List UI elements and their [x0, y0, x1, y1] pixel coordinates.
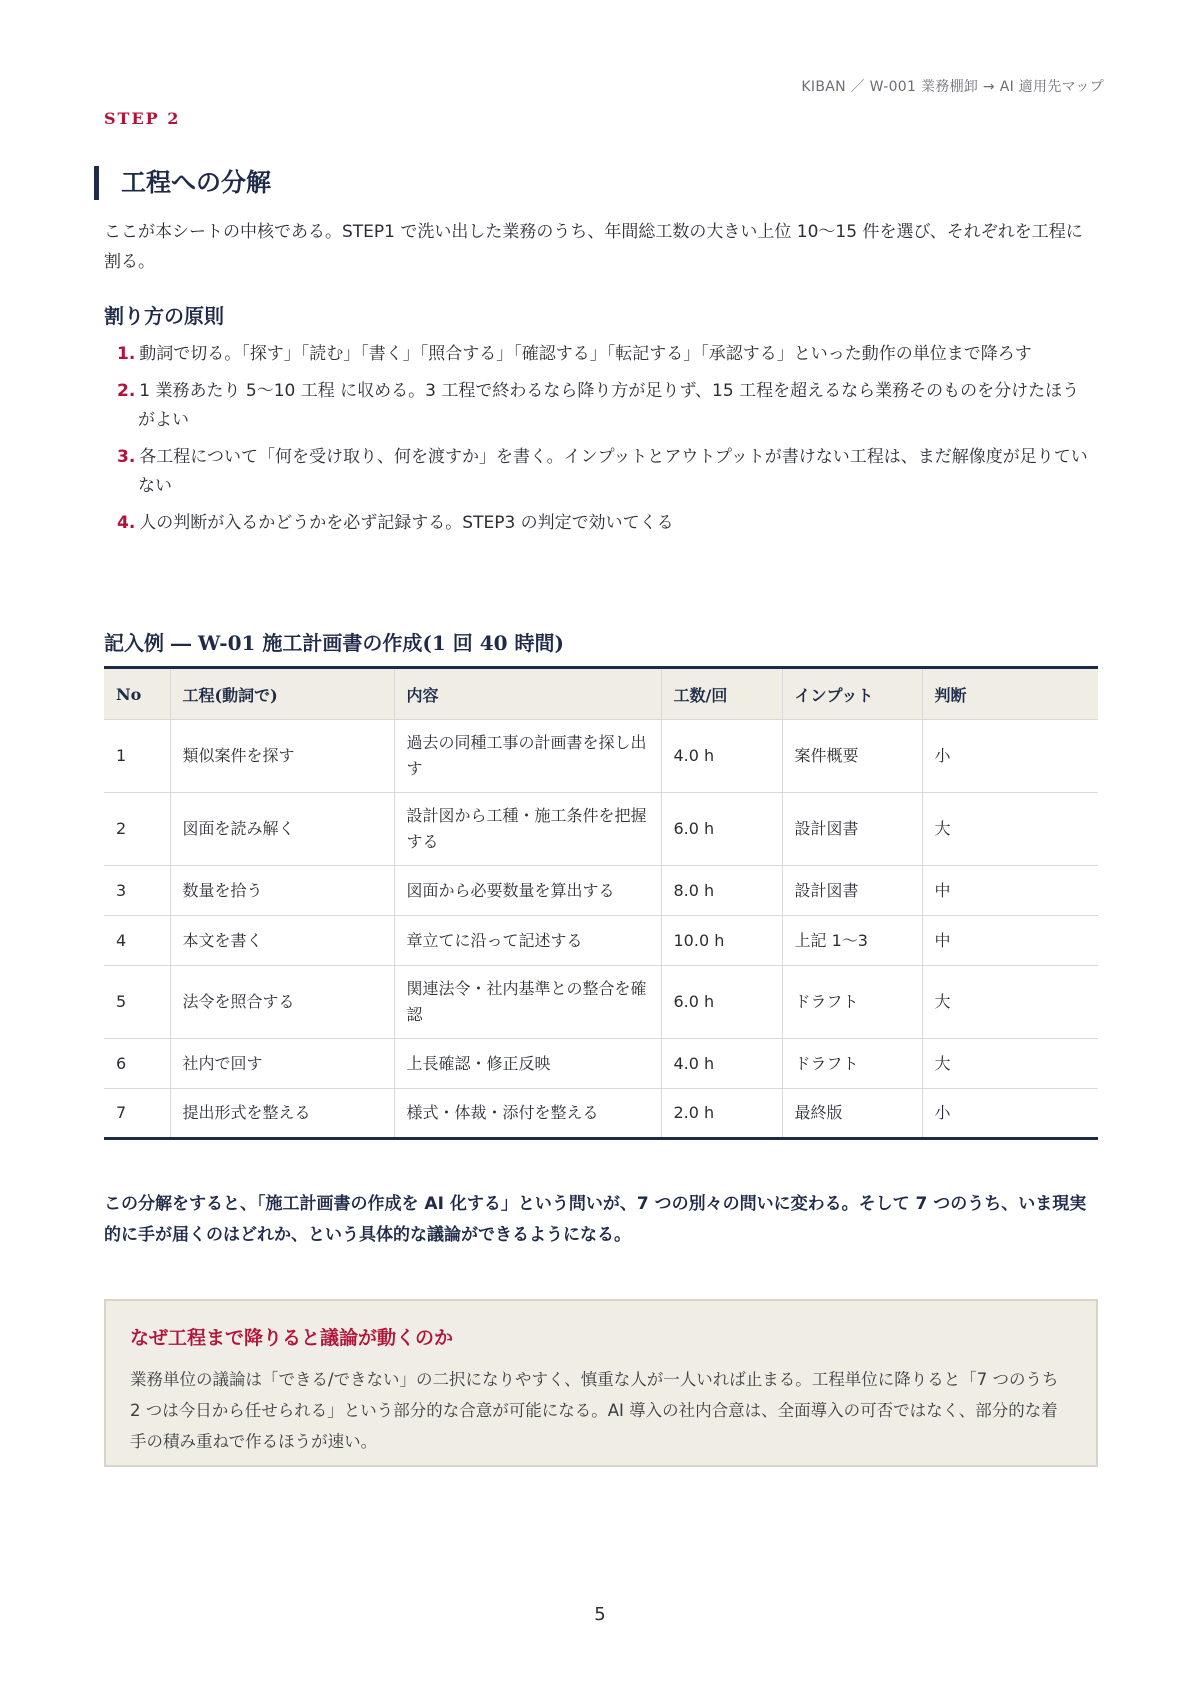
table-cell: 6.0 h — [661, 793, 782, 866]
process-table — [104, 666, 1098, 1140]
callout-body: 業務単位の議論は「できる/できない」の二択になりやすく、慎重な人が一人いれば止まる。工程単位に降りると「7 つのうち 2 つは今日から任せられる」という部分的な合意が可能になる。AI 導入の社内合意は、全面導入の可否ではなく、部分的な着手の積み重ねで作るほうが速い。 — [130, 1370, 1059, 1451]
table-row — [104, 916, 1098, 966]
table-cell: 上長確認・修正反映 — [394, 1039, 661, 1089]
page-number: 5 — [594, 1604, 606, 1625]
table-cell: 小 — [922, 720, 1098, 793]
table-header-row — [104, 668, 1098, 720]
list-number: 3. — [117, 447, 136, 467]
list-item — [104, 377, 1094, 435]
column-header-content: 内容 — [394, 668, 661, 720]
table-cell: 4.0 h — [661, 720, 782, 793]
list-text: 1 業務あたり 5〜10 工程 に収める。3 工程で終わるなら降り方が足りず、15 工程を超えるなら業務そのものを分けたほうがよい — [138, 381, 1080, 430]
table-cell: 設計図書 — [782, 866, 922, 916]
column-header-judgment: 判断 — [922, 668, 1098, 720]
table-cell: 中 — [922, 866, 1098, 916]
table-cell: 3 — [104, 866, 170, 916]
summary-paragraph: この分解をすると、「施工計画書の作成を AI 化する」という問いが、7 つの別々の問いに変わる。そして 7 つのうち、いま現実的に手が届くのはどれか、という具体的な議論ができるようになる。 — [104, 1194, 1087, 1245]
list-number: 4. — [117, 513, 136, 533]
callout-title: なぜ工程まで降りると議論が動くのか — [130, 1327, 454, 1349]
table-cell: 4 — [104, 916, 170, 966]
table-row — [104, 793, 1098, 866]
table-cell: 法令を照合する — [170, 966, 394, 1039]
table-cell: 関連法令・社内基準との整合を確認 — [394, 966, 661, 1039]
table-cell: 2.0 h — [661, 1089, 782, 1139]
table-cell: 案件概要 — [782, 720, 922, 793]
list-number: 2. — [117, 381, 136, 401]
column-header-process: 工程(動詞で) — [170, 668, 394, 720]
principles-heading: 割り方の原則 — [104, 304, 224, 328]
table-cell: 7 — [104, 1089, 170, 1139]
section-heading: 工程への分解 — [94, 166, 271, 200]
table-cell: 6.0 h — [661, 966, 782, 1039]
table-cell: 中 — [922, 916, 1098, 966]
table-cell: 設計図から工種・施工条件を把握する — [394, 793, 661, 866]
table-row — [104, 866, 1098, 916]
list-item — [104, 340, 1094, 369]
list-item — [104, 509, 1094, 538]
table-cell: 4.0 h — [661, 1039, 782, 1089]
table-cell: 提出形式を整える — [170, 1089, 394, 1139]
table-cell: 10.0 h — [661, 916, 782, 966]
table-cell: 本文を書く — [170, 916, 394, 966]
list-text: 各工程について「何を受け取り、何を渡すか」を書く。インプットとアウトプットが書けない工程は、まだ解像度が足りていない — [138, 447, 1088, 496]
table-cell: 類似案件を探す — [170, 720, 394, 793]
table-cell: 8.0 h — [661, 866, 782, 916]
principles-list — [104, 340, 1094, 546]
table-cell: 過去の同種工事の計画書を探し出す — [394, 720, 661, 793]
table-cell: 数量を拾う — [170, 866, 394, 916]
table-cell: 章立てに沿って記述する — [394, 916, 661, 966]
table-cell: 大 — [922, 966, 1098, 1039]
table-cell: 様式・体裁・添付を整える — [394, 1089, 661, 1139]
step-label: STEP 2 — [104, 109, 181, 128]
column-header-hours: 工数/回 — [661, 668, 782, 720]
table-row — [104, 720, 1098, 793]
table-cell: 設計図書 — [782, 793, 922, 866]
table-cell: ドラフト — [782, 1039, 922, 1089]
table-row — [104, 1039, 1098, 1089]
table-cell: 図面を読み解く — [170, 793, 394, 866]
table-cell: 6 — [104, 1039, 170, 1089]
intro-paragraph: ここが本シートの中核である。STEP1 で洗い出した業務のうち、年間総工数の大きい上位 10〜15 件を選び、それぞれを工程に割る。 — [104, 222, 1083, 272]
table-cell: 大 — [922, 793, 1098, 866]
table-cell: 小 — [922, 1089, 1098, 1139]
list-text: 人の判断が入るかどうかを必ず記録する。STEP3 の判定で効いてくる — [139, 513, 674, 533]
column-header-input: インプット — [782, 668, 922, 720]
list-item — [104, 443, 1094, 501]
column-header-no: No — [104, 668, 170, 720]
table-cell: 5 — [104, 966, 170, 1039]
list-text: 動詞で切る。「探す」「読む」「書く」「照合する」「確認する」「転記する」「承認する」といった動作の単位まで降ろす — [139, 344, 1032, 364]
table-cell: 最終版 — [782, 1089, 922, 1139]
list-number: 1. — [117, 344, 136, 364]
table-cell: 大 — [922, 1039, 1098, 1089]
table-cell: 2 — [104, 793, 170, 866]
table-row — [104, 1089, 1098, 1139]
table-row — [104, 966, 1098, 1039]
callout-box — [104, 1299, 1098, 1467]
running-header: KIBAN ／ W-001 業務棚卸 → AI 適用先マップ — [801, 79, 1104, 95]
table-cell: 図面から必要数量を算出する — [394, 866, 661, 916]
table-cell: 社内で回す — [170, 1039, 394, 1089]
table-cell: ドラフト — [782, 966, 922, 1039]
table-caption: 記入例 ― W-01 施工計画書の作成(1 回 40 時間) — [104, 631, 564, 655]
table-cell: 上記 1〜3 — [782, 916, 922, 966]
table-cell: 1 — [104, 720, 170, 793]
